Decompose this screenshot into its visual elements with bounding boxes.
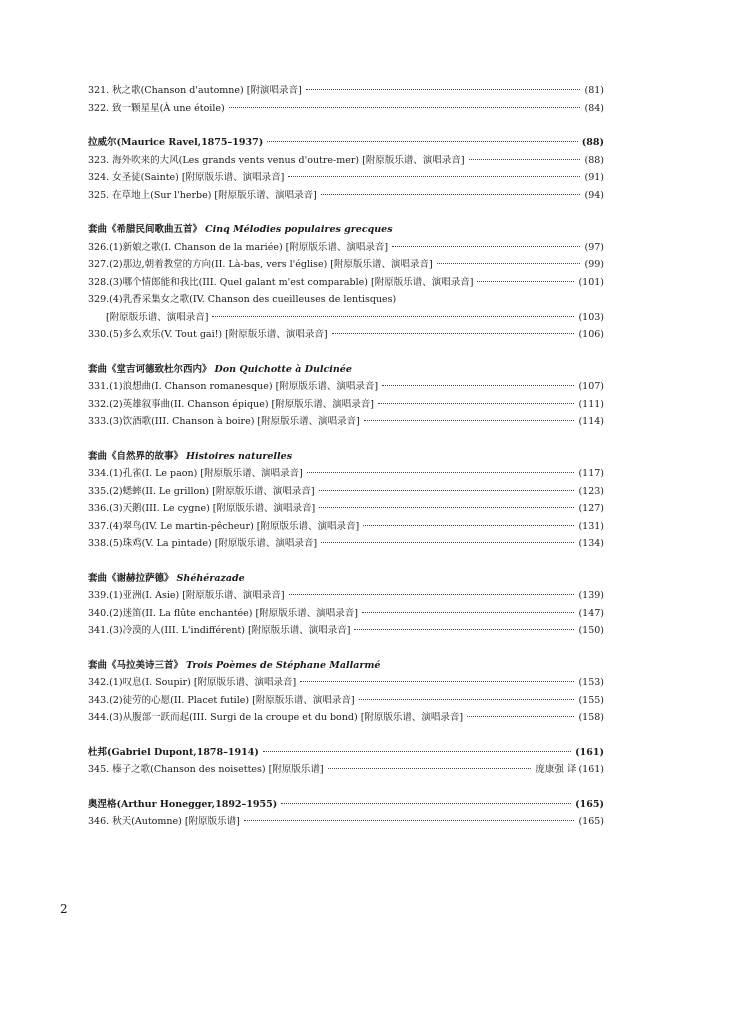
entry-title: 335.(2)蟋蟀(II. Le grillon) [附原版乐谱、演唱录音]: [88, 485, 315, 497]
suite-title-zh: 套曲《希腊民间歌曲五首》: [88, 224, 203, 235]
page-ref: (107): [578, 381, 604, 392]
toc-entry[interactable]: [88, 465, 604, 483]
page-ref: (131): [578, 520, 604, 532]
entry-title: 338.(5)珠鸡(V. La pintade) [附原版乐谱、演唱录音]: [88, 538, 318, 549]
dot-leader: [281, 803, 571, 804]
dot-leader: [300, 681, 574, 682]
page-ref: (84): [584, 102, 604, 114]
dot-leader: [319, 507, 574, 508]
page-ref: (117): [578, 468, 604, 479]
suite-heading: [88, 657, 604, 675]
dot-leader: [382, 385, 574, 386]
entry-title: 342.(1)叹息(I. Soupir) [附原版乐谱、演唱录音]: [88, 677, 297, 688]
suite-heading: [88, 570, 604, 588]
toc-entry[interactable]: [88, 256, 604, 274]
page-ref: (127): [578, 503, 604, 514]
page-ref: (161): [578, 764, 604, 775]
suite-title-zh: 套曲《马拉美诗三首》: [88, 659, 184, 671]
page-ref: (88): [581, 137, 604, 148]
entry-title: 334.(1)孔雀(I. Le paon) [附原版乐谱、演唱录音]: [88, 468, 303, 479]
dot-leader: [319, 490, 575, 491]
dot-leader: [363, 525, 574, 526]
page-ref: (134): [578, 538, 604, 549]
entry-title: 325. 在草地上(Sur l'herbe) [附原版乐谱、演唱录音]: [88, 189, 317, 201]
entry-title: 326.(1)新娘之歌(I. Chanson de la mariée) [附原版乐谱、演唱录音]: [88, 241, 389, 253]
page-ref: (139): [578, 590, 604, 601]
entry-title: 344.(3)从腹部一跃而起(III. Surgi de la croupe et du bond) [附原版乐谱、演唱录音]: [88, 712, 464, 723]
composer-name: 奥涅格(Arthur Honegger,1892–1955): [88, 798, 278, 810]
dot-leader: [378, 403, 574, 404]
page-ref: (165): [575, 798, 604, 810]
toc-entry[interactable]: [88, 169, 604, 187]
dot-leader: [467, 716, 574, 717]
entry-title: 341.(3)冷漠的人(III. L'indifférent) [附原版乐谱、演唱录音]: [88, 625, 351, 636]
suite-heading: [88, 361, 604, 379]
toc-entry[interactable]: [88, 813, 604, 831]
page-ref: (147): [578, 607, 604, 619]
toc-entry[interactable]: [88, 326, 604, 344]
entry-title: 339.(1)亚洲(I. Asie) [附原版乐谱、演唱录音]: [88, 590, 285, 601]
dot-leader: [263, 751, 571, 752]
entry-title: 330.(5)多么欢乐(V. Tout gai!) [附原版乐谱、演唱录音]: [88, 329, 328, 340]
composer-heading[interactable]: [88, 796, 604, 814]
composer-name: 拉威尔(Maurice Ravel,1875–1937): [88, 137, 264, 148]
toc-entry[interactable]: [88, 674, 604, 692]
suite-title-original: Don Quichotte à Dulcinée: [214, 363, 352, 375]
toc-entry[interactable]: [88, 692, 604, 710]
page-ref: (123): [578, 485, 604, 497]
toc-entry[interactable]: [88, 518, 604, 536]
toc-entry[interactable]: [88, 605, 604, 623]
suite-title-zh: 套曲《谢赫拉萨德》: [88, 572, 174, 584]
dot-leader: [212, 316, 574, 317]
dot-leader: [328, 768, 532, 769]
page-number: 2: [60, 902, 68, 916]
suite-title-original: Histoires naturelles: [186, 450, 293, 462]
toc-entry[interactable]: [88, 187, 604, 205]
dot-leader: [244, 820, 575, 821]
dot-leader: [288, 176, 580, 177]
entry-title: 332.(2)英雄叙事曲(II. Chanson épique) [附原版乐谱、演唱录音]: [88, 398, 374, 410]
entry-title: 337.(4)翠鸟(IV. Le martin-pêcheur) [附原版乐谱、演唱录音]: [88, 520, 360, 532]
page-ref: (88): [584, 154, 604, 166]
dot-leader: [289, 594, 575, 595]
page-ref: (111): [578, 398, 604, 410]
table-of-contents: [88, 82, 604, 831]
entry-title: 327.(2)那边,朝着教堂的方向(II. Là-bas, vers l'église) [附原版乐谱、演唱录音]: [88, 259, 433, 270]
page-ref: (99): [584, 259, 604, 270]
entry-title: 340.(2)迷笛(II. La flûte enchantée) [附原版乐谱、演唱录音]: [88, 607, 358, 619]
page-ref: (158): [578, 712, 604, 723]
entry-title: 324. 女圣徒(Sainte) [附原版乐谱、演唱录音]: [88, 172, 285, 183]
toc-entry[interactable]: [88, 396, 604, 414]
toc-entry[interactable]: [88, 291, 604, 309]
toc-entry[interactable]: [88, 239, 604, 257]
suite-title-original: Cinq Mélodies populaires grecques: [205, 224, 393, 235]
page-ref: (155): [578, 694, 604, 706]
entry-title: 323. 海外吹来的大风(Les grands vents venus d'outre-mer) [附原版乐谱、演唱录音]: [88, 154, 465, 166]
composer-heading[interactable]: [88, 134, 604, 152]
dot-leader: [392, 246, 580, 247]
page-ref: (165): [578, 816, 604, 827]
dot-leader: [307, 472, 575, 473]
entry-title: 343.(2)徒劳的心愿(II. Placet futile) [附原版乐谱、演唱录音]: [88, 694, 355, 706]
dot-leader: [267, 141, 578, 142]
suite-title-zh: 套曲《堂吉诃德致杜尔西内》: [88, 363, 212, 375]
toc-entry[interactable]: [88, 100, 604, 118]
entry-title: [附原版乐谱、演唱录音]: [106, 311, 209, 323]
toc-entry[interactable]: [88, 483, 604, 501]
toc-entry[interactable]: [88, 500, 604, 518]
page-ref: (153): [578, 677, 604, 688]
composer-heading[interactable]: [88, 744, 604, 762]
page-ref: (91): [584, 172, 604, 183]
suite-heading: [88, 448, 604, 466]
entry-title: 345. 榛子之歌(Chanson des noisettes) [附原版乐谱]: [88, 764, 324, 775]
dot-leader: [354, 629, 574, 630]
entry-title: 322. 致一颗星星(À une étoile): [88, 102, 225, 114]
toc-entry[interactable]: [88, 274, 604, 292]
toc-entry[interactable]: [88, 378, 604, 396]
dot-leader: [477, 281, 574, 282]
entry-title: 328.(3)哪个情郎能和我比(III. Quel galant m'est comparable) [附原版乐谱、演唱录音]: [88, 276, 474, 288]
page-ref: (101): [578, 276, 604, 288]
suite-heading: [88, 221, 604, 239]
translator-credit: 庞康强 译: [535, 764, 577, 775]
page-ref: (81): [584, 85, 604, 96]
toc-entry[interactable]: [88, 761, 604, 779]
entry-title: 336.(3)天鹅(III. Le cygne) [附原版乐谱、演唱录音]: [88, 503, 316, 514]
suite-title-zh: 套曲《自然界的故事》: [88, 450, 184, 462]
suite-title-original: Shéhérazade: [176, 572, 245, 584]
suite-title-original: Trois Poèmes de Stéphane Mallarmé: [186, 659, 381, 671]
dot-leader: [332, 333, 575, 334]
page-ref: (106): [578, 329, 604, 340]
entry-title: 333.(3)饮酒歌(III. Chanson à boire) [附原版乐谱、演唱录音]: [88, 416, 360, 427]
page-ref: (97): [584, 241, 604, 253]
page-ref: (161): [575, 746, 604, 758]
toc-entry[interactable]: [88, 709, 604, 727]
toc-entry[interactable]: [88, 152, 604, 170]
entry-title: 331.(1)浪想曲(I. Chanson romanesque) [附原版乐谱、演唱录音]: [88, 381, 379, 392]
dot-leader: [306, 89, 581, 90]
page-ref: (150): [578, 625, 604, 636]
toc-entry[interactable]: [88, 535, 604, 553]
toc-entry[interactable]: [88, 413, 604, 431]
toc-entry[interactable]: [88, 622, 604, 640]
entry-title: 346. 秋天(Automne) [附原版乐谱]: [88, 816, 240, 827]
toc-entry[interactable]: [88, 309, 604, 327]
dot-leader: [364, 420, 575, 421]
toc-entry[interactable]: [88, 82, 604, 100]
dot-leader: [437, 263, 581, 264]
dot-leader: [469, 159, 581, 160]
page-ref: (94): [584, 189, 604, 201]
toc-entry[interactable]: [88, 587, 604, 605]
composer-name: 杜邦(Gabriel Dupont,1878–1914): [88, 746, 259, 758]
entry-title: 329.(4)乳香采集女之歌(IV. Chanson des cueilleuses de lentisques): [88, 294, 397, 305]
page-ref: (114): [578, 416, 604, 427]
dot-leader: [229, 107, 581, 108]
dot-leader: [359, 699, 575, 700]
dot-leader: [321, 542, 574, 543]
dot-leader: [362, 612, 575, 613]
page-ref: (103): [578, 311, 604, 323]
dot-leader: [321, 194, 581, 195]
entry-title: 321. 秋之歌(Chanson d'automne) [附演唱录音]: [88, 85, 302, 96]
